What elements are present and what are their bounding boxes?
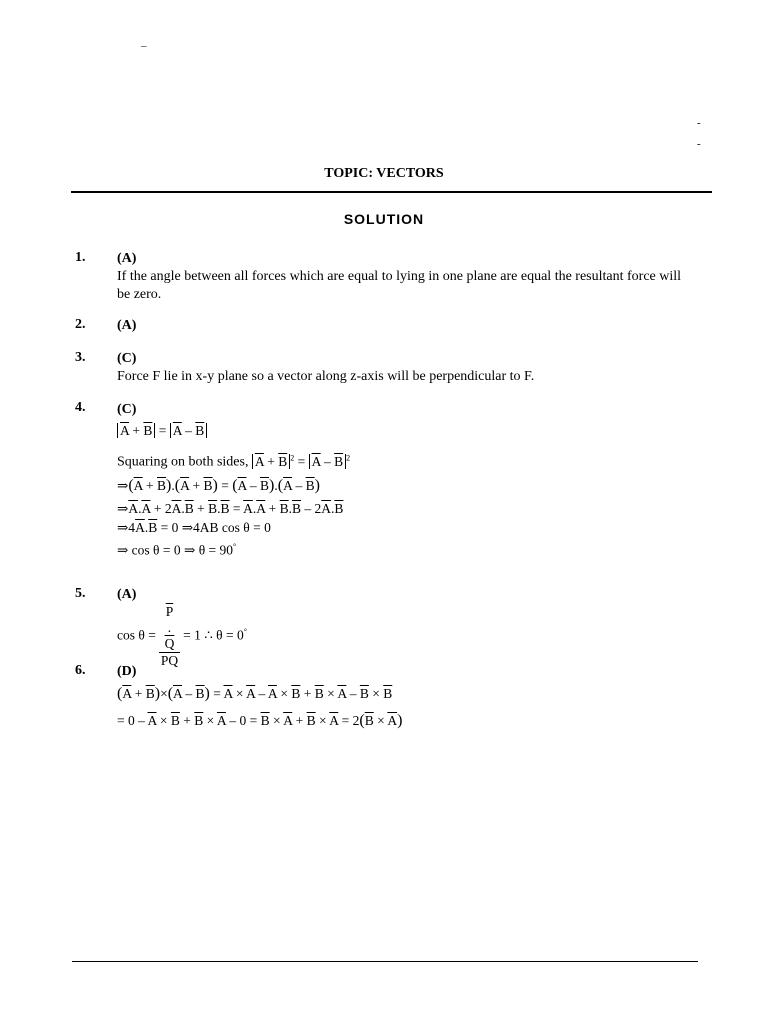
question-number: 1. (75, 250, 86, 265)
equation-line: ⇒ cos θ = 0 ⇒ θ = 90° (117, 542, 237, 558)
equation-line: $\overline{A} + \overline{B} = \overline{A} - \overline{B}$ (117, 419, 697, 443)
footer-divider (72, 961, 698, 962)
explanation-text: If the angle between all forces which are equal to lying in one plane are equal the resultant force will be zero. (117, 269, 682, 302)
answer-option: (D) (117, 664, 137, 679)
equation-line: $\Rightarrow\overline{A}.\overline{A} + 2\overline{A}.\overline{B} + \overline{B}.\overline{B} = \overline{A}.\overline{A} + \overline{B}.\overline{B} - 2\overline{A}.\overline{B}$ (117, 501, 344, 516)
explanation-text: Squaring on both sides, (117, 454, 249, 470)
page-title: TOPIC: VECTORS (324, 166, 444, 181)
equation-line: Squaring on both sides, $\overline{A} + \overline{B}$ $^2 = \overline{A} - \overline{B}$ $^2$ (117, 453, 351, 470)
equation-line: $\Rightarrow(\overline{A} + \overline{B}).(\overline{A} + \overline{B}) = (\overline{A} - \overline{B}).(\overline{A} - \overline{B})$ (117, 477, 320, 494)
equation-line: cos θ = $\overline{P}$ . $\overline{Q}$ PQ = 1 ∴ θ = 0° (117, 604, 247, 668)
top-divider (71, 191, 712, 193)
header-mark: - (697, 138, 701, 150)
question-number: 6. (75, 663, 86, 678)
header-mark: – (141, 40, 147, 52)
equation-line: = $0 - \overline{A} \times \overline{B} + \overline{B} \times \overline{A} - 0 = \overline{B} \times \overline{A} + \overline{B} \times \overline{A} = 2(\overline{B} \times \overline{A})$ (117, 712, 403, 729)
explanation-text: Force F lie in x-y plane so a vector along z-axis will be perpendicular to F. (117, 369, 535, 384)
question-number: 3. (75, 350, 86, 365)
header-mark: - (697, 117, 701, 129)
answer-option: (C) (117, 402, 137, 417)
equation-line: $(\overline{A} + \overline{B})\times(\overline{A} - \overline{B}) = \overline{A} \times \overline{A} - \overline{A} \times \overline{B} + \overline{B} \times \overline{A} - \overline{B} \times \overline{B}$ (117, 685, 393, 702)
equation-line: $\Rightarrow 4\overline{A}.\overline{B} = 0$ ⇒4AB cos θ = 0 (117, 520, 271, 535)
answer-option: (A) (117, 587, 137, 602)
question-number: 4. (75, 400, 86, 415)
fraction: $\overline{P}$ . $\overline{Q}$ PQ (160, 604, 179, 668)
answer-option: (C) (117, 351, 137, 366)
answer-option: (A) (117, 251, 137, 266)
question-number: 2. (75, 317, 86, 332)
question-number: 5. (75, 586, 86, 601)
section-heading: SOLUTION (343, 211, 425, 227)
answer-option: (A) (117, 318, 137, 333)
